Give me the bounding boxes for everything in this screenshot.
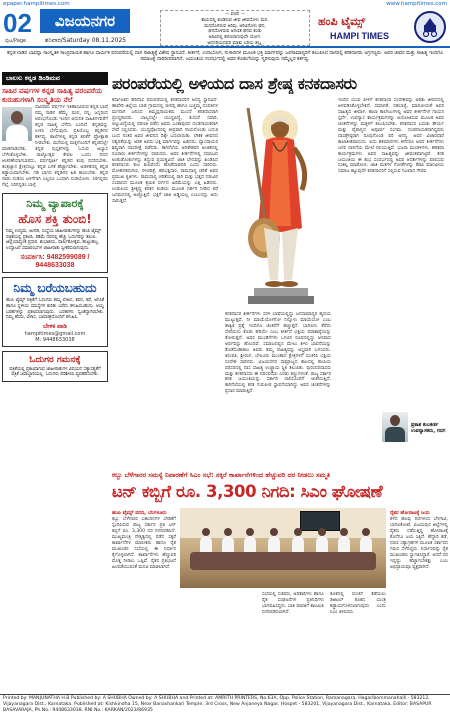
kanakadasa-statue-image <box>218 98 330 308</box>
website-url[interactable]: www.hampitimes.com <box>386 1 447 7</box>
notice-body: ಪತ್ರಿಕೆಯಲ್ಲಿ ಪ್ರಕಟವಾಗುವ ಜಾಹೀರಾತುಗಳ ವಿಷಯದ ಸತ್ಯಾಸತ್ಯತೆಗೆ ಪತ್ರಿಕೆ ಜವಾಬ್ದಾರಿಯಲ್ಲ. ಓದುಗರು ಪರಿಶೀಲಿಸಿ ವ್ಯವಹರಿಸಬೇಕು. <box>9 366 101 378</box>
hampi-chariot-seal-icon <box>414 11 446 43</box>
lead-paragraph: ಕನ್ನಡ ನಾಡಿನ ಭಾವನ್ನಾ ಸಾಂಸ್ಕೃತಿಕ ಸಾಂಪ್ರದಾಯಿಕ ಹಾಗೂ ಧಾರ್ಮಿಕ ಪರಂಪರೆಯಲ್ಲಿ ದಾಸ ಸಾಹಿತ್ಯಕ್ಕೆ ವಿಶೇಷ ಸ್ಥಾನವಿದೆ. ಕೀರ್ತನೆ, ಉಗಾಭೋಗ, ಸುಳಾದಿಗಳ ಮೂಲಕ ಭಕ್ತಿ ಮಾರ್ಗವನ್ನು ಜನಸಾಮಾನ್ಯರಿಗೆ ತಲುಪಿಸಿದ ದಾಸರಲ್ಲಿ ಕನಕದಾಸರು ಅಗ್ರಗಣ್ಯರು. ಅವರ ಜೀವನ ಮತ್ತು ಸಾಹಿತ್ಯ ಇಂದಿಗೂ ಸಮಾಜಕ್ಕೆ ದಾರಿದೀಪವಾಗಿದೆ. ಜಯಂತಿಯ ಸಂದರ್ಭದಲ್ಲಿ ಅವರ ಕೊಡುಗೆಯನ್ನು ಸ್ಮರಿಸುವುದು ನಮ್ಮೆಲ್ಲರ ಕರ್ತವ್ಯ. <box>6 51 443 63</box>
page-number: 02 <box>3 8 32 38</box>
byline: ಪ್ರಕಾಶ ಕುಲಕರ್ಣಿ ಉಪನ್ಯಾಸಕರು, ಗದಗ <box>411 422 446 434</box>
left-column <box>2 72 108 628</box>
main-headline: ಪರಂಪರೆಯಲ್ಲಿ ಅಳಿಯದ ದಾಸ ಶ್ರೇಷ್ಠ ಕನಕದಾಸರು <box>112 74 357 93</box>
lower-col-4-text: ಕಳೆದ ಹಲವು ದಿನಗಳಿಂದ ಬೆಳಗಾವಿ, ಬಾಗಲಕೋಟೆ, ವಿಜಯಪುರ ಜಿಲ್ಲೆಗಳಲ್ಲಿ ರೈತರು ನಡೆಸುತ್ತಿದ್ದ ಹೋರಾಟಕ್ಕೆ ಕೊನೆಗೂ ಜಯ ಸಿಕ್ಕಿದೆ. ಹೆದ್ದಾರಿ ತಡೆ, ಧರಣಿ ಸತ್ಯಾಗ್ರಹಗಳ ಮೂಲಕ ಸರ್ಕಾರದ ಗಮನ ಸೆಳೆದಿದ್ದರು. ನಿರ್ಧಾರವನ್ನು ರೈತ ಮುಖಂಡರು ಸ್ವಾಗತಿಸಿದ್ದಾರೆ. ಆದರೆ ದರ ಇನ್ನಷ್ಟು ಹೆಚ್ಚಾಗಬೇಕಿತ್ತು ಎಂಬ ಅಭಿಪ್ರಾಯವೂ ವ್ಯಕ್ತವಾಗಿದೆ. <box>390 517 448 570</box>
lower-article-col-3: ತೂಕದಲ್ಲಿ ವಂಚನೆ ತಡೆಯಲು ಡಿಜಿಟಲ್ ತೂಕದ ಯಂತ್ರ ಕಡ್ಡಾಯಗೊಳಿಸಲಾಗುವುದು ಎಂದು ಸಿಎಂ ತಿಳಿಸಿದರು. <box>330 592 386 615</box>
epaper-url[interactable]: epaper.hampitimes.com <box>3 1 70 7</box>
ad-body: ನಿಮ್ಮ ಉದ್ಯಮ, ಅಂಗಡಿ, ಸಂಸ್ಥೆಯ ಜಾಹೀರಾತುಗಳನ್ನು ಹಂಪಿ ಟೈಮ್ಸ್ ಪತ್ರಿಕೆಯಲ್ಲಿ ಪ್ರಕಟಿಸಿ. ಕಡಿಮೆ ದರದಲ್ಲಿ ಹೆಚ್ಚು ಓದುಗರನ್ನು ತಲುಪಿ. ಜಿಲ್ಲೆಯಾದ್ಯಂತ ಪ್ರಸಾರ. ಶುಭಾಶಯ, ವಾರ್ಷಿಕೋತ್ಸವ, ಹುಟ್ಟುಹಬ್ಬ, ಉದ್ಘಾಟನೆ ಸಮಾರಂಭಗಳ ಜಾಹೀರಾತು ಸ್ವೀಕರಿಸಲಾಗುವುದು. <box>6 229 101 251</box>
lower-article-col-2: ಸಭೆಯಲ್ಲಿ ಸಚಿವರು, ಅಧಿಕಾರಿಗಳು ಹಾಗೂ ರೈತ ಸಂಘಟನೆಗಳ ಪ್ರತಿನಿಧಿಗಳು ಭಾಗವಹಿಸಿದ್ದರು. ಬಾಕಿ ಪಾವತಿಗೆ ಕಾಲಮಿತಿ ನಿಗದಿಪಡಿಸಲಾಗಿದೆ. <box>262 592 324 615</box>
left-section-tag: ಬಾಲಸು ಕನ್ನಡ ಡಿಂಡಿಮವ <box>2 72 108 85</box>
main-article-col-1: ಕರ್ನಾಟಕದ ಹರಿದಾಸ ಪರಂಪರೆಯಲ್ಲಿ ಕನಕದಾಸರಿಗೆ ಅನನ್ಯ ಸ್ಥಾನವಿದೆ. ಹಾವೇರಿ ಜಿಲ್ಲೆಯ ಬಾಡ ಗ್ರಾಮದಲ್ಲಿ ಬೀರಪ್ಪ ಹಾಗೂ ಬಚ್ಚಮ್ಮ ದಂಪತಿಗಳ ಮಗನಾಗಿ ಜನಿಸಿದ ತಿಮ್ಮಪ್ಪನಾಯಕರು ಮುಂದೆ ಕನಕದಾಸರಾಗಿ ಪ್ರಸಿದ್ಧರಾದರು. ಬಾಲ್ಯದಲ್ಲೇ ಯುದ್ಧವಿದ್ಯೆ, ಕುದುರೆ ಸವಾರಿ, ಬಿಲ್ಲುವಿದ್ಯೆಯಲ್ಲಿ ಪರಿಣತಿ ಪಡೆದ ಅವರು ಬಂಕಾಪುರದ ದಂಡನಾಯಕರಾಗಿ ಸೇವೆ ಸಲ್ಲಿಸಿದರು. ಯುದ್ಧವೊಂದರಲ್ಲಿ ತೀವ್ರವಾಗಿ ಗಾಯಗೊಂಡು ಬದುಕಿ ಬಂದ ನಂತರ ಅವರ ಜೀವನದ ದಿಕ್ಕೇ ಬದಲಾಯಿತು. ಲೌಕಿಕ ಜೀವನದ ನಶ್ವರತೆಯನ್ನು ಅರಿತ ಅವರು ಭಕ್ತಿ ಮಾರ್ಗವನ್ನು ಹಿಡಿದರು. ವ್ಯಾಸರಾಯರ ಶಿಷ್ಯರಾಗಿ ದಾಸದೀಕ್ಷೆ ಪಡೆದರು. ಕಾಗಿನೆಲೆಯ ಆದಿಕೇಶವನ ಅಂಕಿತದಲ್ಲಿ ನೂರಾರು ಕೀರ್ತನೆಗಳನ್ನು ರಚಿಸಿದರು. ಅವರ ಕೀರ್ತನೆಗಳಲ್ಲಿ ಸಮಾಜದ ಅಂಕುಡೊಂಕುಗಳನ್ನು ತಿದ್ದುವ ಪ್ರಯತ್ನವಿದೆ. ಜಾತಿ ಭೇದವನ್ನು ಖಂಡಿಸಿದ ಕನಕದಾಸರು ಕುಲ ಕುಲವೆಂದು ಹೊಡೆದಾಡದಿರಿ ಎಂದು ಸಾರಿದರು. ಮೋಹನತರಂಗಿಣಿ, ನಳಚರಿತ್ರೆ, ಹರಿಭಕ್ತಿಸಾರ, ರಾಮಧಾನ್ಯ ಚರಿತೆ ಅವರ ಪ್ರಮುಖ ಕೃತಿಗಳು. ರಾಮಧಾನ್ಯ ಚರಿತೆಯಲ್ಲಿ ರಾಗಿ ಮತ್ತು ಭತ್ತದ ನಡುವಿನ ಸಂವಾದದ ಮೂಲಕ ಶ್ರಮಿಕ ವರ್ಗದ ಹಿರಿಮೆಯನ್ನು ಎತ್ತಿ ಹಿಡಿದರು. ಉಡುಪಿಯ ಶ್ರೀಕೃಷ್ಣ ಕನಕನ ಕಿಂಡಿಯ ಮೂಲಕ ದರ್ಶನ ನೀಡಿದ ಕಥೆ ಜನಮನದಲ್ಲಿ ಅಚ್ಚೊತ್ತಿದೆ. ಭಕ್ತಿಗೆ ಜಾತಿ ಅಡ್ಡಿಯಲ್ಲ ಎಂಬುದನ್ನು ಅದು ಸಾರುತ್ತದೆ. <box>112 98 218 205</box>
write-box-mobile[interactable]: M: 9448633038 <box>35 336 75 343</box>
lower-article-col-4 <box>390 508 448 628</box>
ad-phone[interactable]: ಸಂಪರ್ಕಿಸಿ: 9482599089 / 9448633038 <box>20 254 90 270</box>
lower-article-col-1 <box>112 508 176 628</box>
ad-title-line2: ಹೊಸ ಶಕ್ತಿ ತುಂಬಿ! <box>18 212 92 226</box>
ad-title-line1: ನಿಮ್ಮ ವ್ಯಾಪಾರಕ್ಕೆ <box>26 197 84 210</box>
top-url-bar <box>0 0 450 8</box>
logo-kannada-text: ಹಂಪಿ ಟೈಮ್ಸ್ <box>318 15 366 28</box>
page-label: ಪುಟ/Page <box>5 38 27 44</box>
hampi-times-logo <box>318 11 446 47</box>
author-photo <box>2 107 32 141</box>
notice-title: ಓದುಗರ ಗಮನಕ್ಕೆ <box>29 354 81 365</box>
left-article-body: ಸಾವಿರಾರು ವರ್ಷಗಳ ಇತಿಹಾಸವಿರುವ ಕನ್ನಡ ಭಾಷೆ ನಮ್ಮ ನಾಡಿನ ಹೆಮ್ಮೆ. ಪಂಪ, ರನ್ನ, ಜನ್ನರಿಂದ ಆರಂಭಗೊಂಡು ಇಂದಿನ ಆಧುನಿಕ ಸಾಹಿತಿಗಳವರೆಗೆ ಕನ್ನಡ ಸಾಹಿತ್ಯ ಬೆಳೆದು ಬಂದಿದೆ. ಕನ್ನಡವನ್ನು ಉಳಿಸಿ ಬೆಳೆಸುವುದು ಪ್ರತಿಯೊಬ್ಬ ಕನ್ನಡಿಗನ ಕರ್ತವ್ಯ. ಶಾಲೆಗಳಲ್ಲಿ ಕನ್ನಡ ಕಲಿಕೆಗೆ ಪ್ರೋತ್ಸಾಹ ನೀಡಬೇಕು. ಮನೆಯಲ್ಲಿ ಮಕ್ಕಳೊಂದಿಗೆ ಕನ್ನಡದಲ್ಲೇ ಮಾತನಾಡಬೇಕು. ಕನ್ನಡ ಪುಸ್ತಕಗಳನ್ನು ಓದುವ ಅಭ್ಯಾಸ ಬೆಳೆಸಿಕೊಳ್ಳಬೇಕು. ರಾಜ್ಯೋತ್ಸವ ಕೇವಲ ಒಂದು ದಿನದ ಆಚರಣೆಯಾಗಬಾರದು, ವರ್ಷಪೂರ್ತಿ ಕನ್ನಡದ ಕಂಪು ಪಸರಿಸಬೇಕು. ತಂತ್ರಜ್ಞಾನ ಕ್ಷೇತ್ರದಲ್ಲೂ ಕನ್ನಡ ಬಳಕೆ ಹೆಚ್ಚಾಗಬೇಕು. ಆಡಳಿತದಲ್ಲಿ ಕನ್ನಡ ಕಡ್ಡಾಯವಾಗಬೇಕು. ಗಡಿ ಭಾಗದ ಕನ್ನಡಿಗರ ಹಿತ ಕಾಯಬೇಕು. ಕನ್ನಡ ನಾಡು ನುಡಿಯ ಏಳಿಗೆಗಾಗಿ ಎಲ್ಲರೂ ಒಂದಾಗಿ ದುಡಿಯೋಣ. ಸಿರಿಗನ್ನಡಂ ಗೆಲ್ಗೆ, ಸಿರಿಗನ್ನಡಂ ಬಾಳ್ಗೆ. <box>2 105 108 188</box>
logo-english-text: HAMPI TIMES <box>330 31 390 41</box>
masthead <box>0 8 450 48</box>
byline-author-photo <box>382 412 408 442</box>
lower-dateline: ಹಂಪಿ ಟೈಮ್ಸ್ ವರದಿ, ಬೆಂಗಳೂರು <box>112 510 167 516</box>
lower-col-1-text: ಕಬ್ಬು ಬೆಳೆಗಾರರ ಬಹುದಿನಗಳ ಬೇಡಿಕೆಗೆ ಸ್ಪಂದಿಸಿರುವ ರಾಜ್ಯ ಸರ್ಕಾರ ಪ್ರತಿ ಟನ್ ಕಬ್ಬಿಗೆ ರೂ. 3,300 ದರ ನಿಗದಿಪಡಿಸಿದೆ. ಮುಖ್ಯಮಂತ್ರಿ ನೇತೃತ್ವದಲ್ಲಿ ನಡೆದ ಸಕ್ಕರೆ ಕಾರ್ಖಾನೆಗಳ ಮಾಲೀಕರು ಹಾಗೂ ರೈತ ಮುಖಂಡರ ಸಭೆಯಲ್ಲಿ ಈ ನಿರ್ಧಾರ ಕೈಗೊಳ್ಳಲಾಗಿದೆ. ಕಾರ್ಖಾನೆಗಳು ಹೆಚ್ಚುವರಿ ಮೊತ್ತ ನೀಡಲು ಒಪ್ಪಿವೆ. ರೈತರ ಪ್ರತಿಭಟನೆ ಹಿಂಪಡೆಯುವಂತೆ ಮನವಿ ಮಾಡಲಾಗಿದೆ. <box>112 517 176 570</box>
write-for-us-box <box>2 277 108 346</box>
imprint-footer: Printed by: MANJUNATHA H.B Published by: A SHUBHA Owned by: A SHUBHA and Printed at: AMRITH PRINTERS, No.63A, Opp. Police Station, Ramanagara, Hagaribommanahalli - 583212, Vijayanagara Dist., Karnataka. Published at: Kishkindha 15, Near Banashankari Temple, 3rd Cross, New Anjaneya Nagar, Hospet - 583201, Vijayanagara Dist., Karnataka. Editor: BASAPUR BASAVARAJA, Ph.No.: 9448633038. RNI No.: KARKAN/2023/86935 <box>0 694 450 713</box>
readers-notice-box <box>2 351 108 382</box>
write-box-title: ನಿಮ್ಮ ಬರೆಯಬಹುದು <box>13 281 97 296</box>
section-title: ವಿಜಯನಗರ <box>40 9 130 33</box>
main-article-col-3: ಇಂದಿನ ಯುವ ಪೀಳಿಗೆ ಕನಕದಾಸರ ಸಂದೇಶವನ್ನು ಅರಿತು ಜೀವನದಲ್ಲಿ ಅಳವಡಿಸಿಕೊಳ್ಳಬೇಕಿದೆ. ಸಮಾನತೆ, ಸಹಬಾಳ್ವೆ, ಮಾನವೀಯತೆ ಅವರ ಸಾಹಿತ್ಯದ ಜೀವಾಳ. ಶಾಲಾ ಕಾಲೇಜುಗಳಲ್ಲಿ ಅವರ ಕೀರ್ತನೆಗಳ ಗಾಯನ ಸ್ಪರ್ಧೆ, ಉಪನ್ಯಾಸ ಕಾರ್ಯಕ್ರಮಗಳನ್ನು ಆಯೋಜಿಸುವ ಮೂಲಕ ಅವರ ಚಿಂತನೆಗಳನ್ನು ಮಕ್ಕಳಿಗೆ ತಲುಪಿಸಬೇಕು. ಕನಕದಾಸರ ಬದುಕು ಶೌರ್ಯ ಮತ್ತು ವೈರಾಗ್ಯದ ಅಪೂರ್ವ ಸಂಗಮ. ದಂಡನಾಯಕನಾಗಿದ್ದವರು ದಾಸಶ್ರೇಷ್ಠರಾಗಿ ರೂಪುಗೊಂಡ ಪರಿ ಅನನ್ಯ. ಅವರ ವಿಚಾರಧಾರೆ ಕಾಲಾತೀತವಾದುದು. ಐದು ಶತಮಾನಗಳು ಕಳೆದರೂ ಅವರ ಕೀರ್ತನೆಗಳು ಜನರ ನಾಲಿಗೆಯ ಮೇಲೆ ನಲಿಯುತ್ತಿವೆ. ಭಜನಾ ಮಂಡಳಿಗಳು, ಹರಿಕಥಾ ಕಾರ್ಯಕ್ರಮಗಳು ಅವರ ಸಾಹಿತ್ಯವನ್ನು ಜೀವಂತವಾಗಿಟ್ಟಿವೆ. ಕನಕ ಜಯಂತಿಯ ಈ ಶುಭ ಸಂದರ್ಭದಲ್ಲಿ ಅವರ ಆದರ್ಶಗಳನ್ನು ಪಾಲಿಸುವ ಸಂಕಲ್ಪ ಮಾಡೋಣ. ಜಾತಿ ಮತಗಳ ಗೋಡೆಗಳನ್ನು ಕೆಡವಿ ಮಾನವೀಯ ಸಮಾಜ ಕಟ್ಟುವುದೇ ಕನಕದಾಸರಿಗೆ ಸಲ್ಲಿಸುವ ನಿಜವಾದ ಗೌರವ. <box>338 98 444 175</box>
lower-headline: ಟನ್ ಕಬ್ಬಿಗೆ ರೂ. 3,300 ನಿಗದಿ: ಸಿಎಂ ಘೋಷಣೆ <box>112 482 383 501</box>
lower-subhead: ರೈತರ ಹೋರಾಟಕ್ಕೆ ಜಯ <box>390 510 430 516</box>
write-box-email[interactable]: hampitimes@gmail.com <box>24 330 86 337</box>
dateline: ಶನಿವಾರ/Saturday 08.11.2025 <box>45 37 127 44</box>
vachana-quote-box: — ವಚನ — ಕಾಯದಲ್ಲಿ ಕೂಡಿರುವ ಜೀವ ಜೀವದೊಳು ಮನ. ಮನದೊಳಿರುವ ಅರಿವು, ಅರಿವಿನೊಳು ಘನ, ಘನದೊಳಿರುವ ಅಗಣಿತ ಘನವ ಕಂಡು ಅರಿವಿನಲ್ಲಿ ಶರಣನಾಗುವುದೇ ಯೋಗ. ಅದನರಿಯದವರ ಮಾತು ಬರಿಯ ಶಬ್ದ, <box>160 10 310 46</box>
left-headline: ಸಾಹಿರ ವರ್ಷಗಳ ಕನ್ನಡ ಸಾಹಿತ್ಯ ಪರಂಪರೆಯ ಕುರುಹುಗಳಾಗಿ ಸಂಸ್ಕೃತಿಯ ನೆಲೆ <box>2 87 103 104</box>
write-box-name: ಬೇಳಿಕ ಪಾಡಿ <box>43 322 67 330</box>
business-advertisement <box>2 193 108 273</box>
main-article-col-2: ಕನಕದಾಸರ ಕೀರ್ತನೆಗಳು ಸರಳ ಭಾಷೆಯಲ್ಲಿದ್ದು ಜನಸಾಮಾನ್ಯರ ಹೃದಯ ಮುಟ್ಟುತ್ತವೆ. ನೀ ಮಾಯೆಯೊಳಗೋ ನಿನ್ನೊಳು ಮಾಯೆಯೋ ಎಂಬ ತಾತ್ವಿಕ ಪ್ರಶ್ನೆ ಇಂದಿಗೂ ಚಿಂತನೆಗೆ ಹಚ್ಚುತ್ತದೆ. ಬಾಗಿಲನು ತೆರೆದು ಸೇವೆಯನು ಕೊಡು ಹರಿಯೇ ಎಂಬ ಕೀರ್ತನೆ ಭಕ್ತಿಯ ಪರಾಕಾಷ್ಠೆಯನ್ನು ತೋರುತ್ತದೆ. ಅವರ ಮುಂಡಿಗೆಗಳು ಒಗಟಿನ ರೂಪದಲ್ಲಿದ್ದು ಆಳವಾದ ಅರ್ಥವನ್ನು ಹೊಂದಿವೆ. ಸಮಾಜದಲ್ಲಿನ ಮೇಲು ಕೀಳು ಭಾವನೆಯನ್ನು ತೊಡೆದುಹಾಕಲು ಅವರು ತಮ್ಮ ಸಾಹಿತ್ಯವನ್ನು ಅಸ್ತ್ರವಾಗಿ ಬಳಸಿದರು. ತಿರುಪತಿ, ಶ್ರೀರಂಗ, ಬೇಲೂರು ಮುಂತಾದ ಕ್ಷೇತ್ರಗಳಿಗೆ ಸಂಚರಿಸಿ ಭಕ್ತಿಯ ಸಂದೇಶ ಸಾರಿದರು. ವಿಜಯನಗರ ಸಾಮ್ರಾಜ್ಯದ ಕಾಲದಲ್ಲಿ ಹಂಪಿಯ ಪರಿಸರದಲ್ಲಿ ದಾಸ ಸಾಹಿತ್ಯ ಉಚ್ಛ್ರಾಯ ಸ್ಥಿತಿ ತಲುಪಿತು. ಪುರಂದರದಾಸರು ಮತ್ತು ಕನಕದಾಸರು ಈ ಪರಂಪರೆಯ ಎರಡು ಕಣ್ಣುಗಳಂತೆ. ರಾಜ್ಯ ಸರ್ಕಾರ ಕನಕ ಜಯಂತಿಯನ್ನು ಸರ್ಕಾರಿ ರಜೆಯೊಂದಿಗೆ ಆಚರಿಸುತ್ತಿದೆ. ಕಾಗಿನೆಲೆಯಲ್ಲಿ ಕನಕ ಗುರುಪೀಠ ಸ್ಥಾಪನೆಯಾಗಿದ್ದು ಅವರ ಚಿಂತನೆಗಳನ್ನು ಪ್ರಸಾರ ಮಾಡುತ್ತಿದೆ. <box>225 312 331 395</box>
lower-kicker: ಕಬ್ಬು ಬೆಳೆಗಾರರ ಸಮಸ್ಯೆ ನಿವಾರಣೆಗೆ ಸಿಎಂ ಸಭೆ: ಸಕ್ಕರೆ ಕಾರ್ಖಾನೆಗಳಿಂದ ಹೆಚ್ಚುವರಿ ದರ ನೀಡಲು ಸಮ್ಮತಿ <box>112 471 331 479</box>
cm-meeting-photo <box>180 508 386 588</box>
write-box-body: ಹಂಪಿ ಟೈಮ್ಸ್ ಪತ್ರಿಕೆಗೆ ಓದುಗರು ತಮ್ಮ ಲೇಖನ, ಕವನ, ಕಥೆ, ಅನಿಸಿಕೆ ಹಾಗೂ ಸ್ಥಳೀಯ ಸಮಸ್ಯೆಗಳ ಕುರಿತು ಬರೆದು ಕಳುಹಿಸಬಹುದು. ಆಯ್ದ ಬರಹಗಳನ್ನು ಪ್ರಕಟಿಸಲಾಗುವುದು. ಬರಹಗಳು ಸ್ವಂತದ್ದಾಗಿರಬೇಕು. ನಿಮ್ಮ ಹೆಸರು, ವಿಳಾಸ, ಭಾವಚಿತ್ರದೊಂದಿಗೆ ಕಳುಹಿಸಿ. <box>6 298 104 321</box>
